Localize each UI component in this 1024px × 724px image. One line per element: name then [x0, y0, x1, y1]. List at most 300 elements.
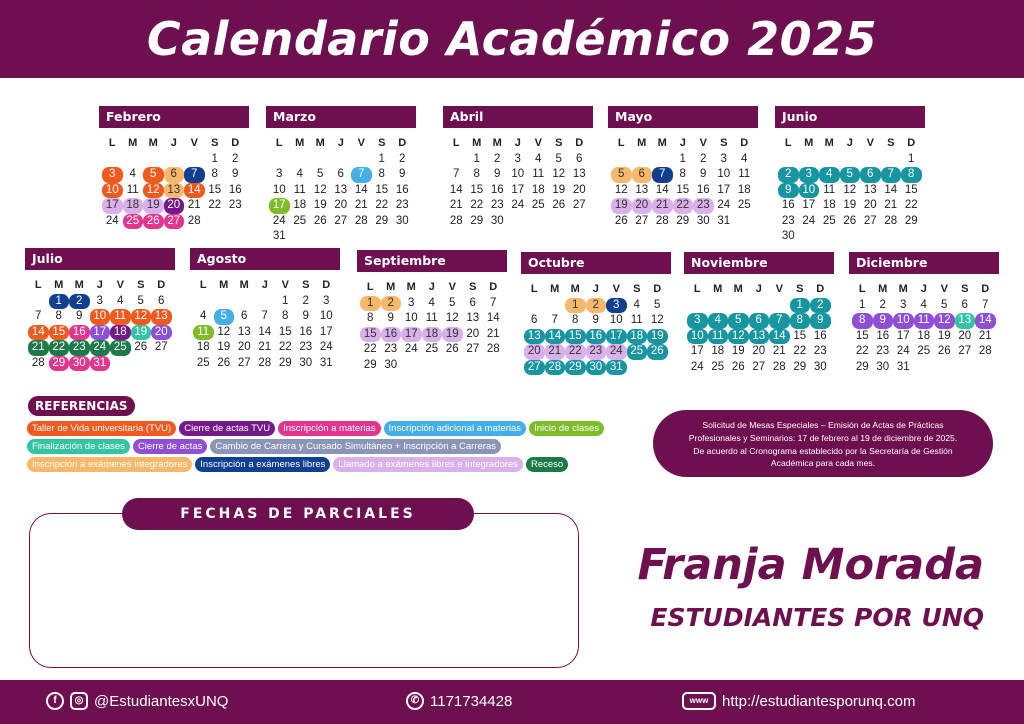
day-cell: 29 — [565, 360, 586, 376]
empty-cell — [28, 294, 49, 310]
weekday-label: M — [386, 281, 396, 293]
day-cell: 26 — [731, 360, 745, 373]
weekday-label: M — [472, 137, 482, 149]
day-cell: 22 — [278, 341, 292, 353]
day-cell: 30 — [69, 356, 90, 372]
day-cell: 7 — [35, 310, 42, 322]
weekday-label: M — [219, 279, 229, 291]
day-cell: 14 — [884, 183, 898, 196]
day-cell: 2 — [586, 298, 607, 314]
day-cell: 3 — [900, 298, 907, 311]
day-cell: 9 — [873, 313, 894, 329]
day-cell: 24 — [802, 214, 816, 227]
weekday-label: M — [550, 283, 560, 295]
day-cell: 4 — [535, 152, 542, 165]
empty-cell — [914, 360, 935, 376]
month-march — [266, 106, 416, 245]
weekday-label: J — [679, 137, 686, 149]
day-cell: 18 — [293, 199, 307, 211]
day-cell: 11 — [110, 309, 131, 325]
day-cell: 30 — [813, 360, 827, 373]
day-cell: 8 — [55, 310, 62, 322]
day-cell: 1 — [565, 298, 586, 314]
day-cell: 23 — [876, 345, 890, 357]
day-cell: 28 — [884, 214, 898, 227]
day-cell: 14 — [975, 313, 996, 329]
day-cell: 5 — [555, 152, 562, 165]
day-cell: 24 — [90, 340, 111, 356]
whatsapp-icon[interactable]: ✆ — [406, 692, 424, 710]
weekday-label: M — [406, 281, 416, 293]
month-title: Diciembre — [849, 252, 999, 274]
empty-cell — [934, 360, 955, 376]
month-grid — [778, 136, 925, 245]
day-cell: 25 — [110, 340, 131, 356]
day-cell: 29 — [363, 358, 377, 371]
empty-cell — [164, 152, 185, 168]
day-cell: 16 — [381, 327, 402, 343]
month-grid — [524, 282, 671, 375]
day-cell: 25 — [425, 343, 439, 355]
day-cell: 20 — [632, 198, 653, 214]
empty-cell — [331, 152, 352, 168]
weekday-label: D — [575, 137, 584, 149]
month-grid — [28, 278, 175, 371]
day-cell: 12 — [552, 168, 566, 180]
day-cell: 20 — [466, 327, 480, 340]
weekday-label: M — [74, 279, 84, 291]
month-april — [443, 106, 593, 229]
day-cell: 9 — [778, 183, 799, 199]
month-title: Febrero — [99, 106, 249, 128]
day-cell: 29 — [49, 356, 70, 372]
day-cell: 29 — [904, 214, 918, 227]
weekday-label: M — [570, 283, 580, 295]
day-cell: 3 — [799, 167, 820, 183]
day-cell: 27 — [863, 214, 877, 227]
day-cell: 20 — [334, 199, 348, 211]
weekday-label: S — [720, 137, 728, 149]
month-december — [849, 252, 999, 375]
day-cell: 6 — [241, 310, 248, 322]
day-cell: 20 — [237, 341, 251, 353]
day-cell: 9 — [302, 310, 309, 322]
empty-cell — [351, 229, 372, 245]
weekday-label: J — [170, 137, 177, 149]
day-cell: 29 — [793, 360, 807, 373]
day-cell: 23 — [299, 341, 313, 353]
day-cell: 18 — [196, 341, 210, 353]
day-cell: 7 — [982, 298, 989, 311]
day-cell: 6 — [749, 313, 770, 329]
phone-group — [406, 692, 512, 710]
day-cell: 26 — [937, 345, 951, 357]
day-cell: 24 — [319, 341, 333, 353]
day-cell: 25 — [822, 214, 836, 227]
month-title: Julio — [25, 248, 175, 270]
day-cell: 7 — [184, 167, 205, 183]
month-title: Abril — [443, 106, 593, 128]
day-cell: 19 — [843, 199, 857, 211]
weekday-label: V — [357, 137, 365, 149]
day-cell: 30 — [299, 356, 313, 369]
weekday-label: M — [239, 279, 249, 291]
day-cell: 23 — [228, 199, 242, 211]
day-cell: 13 — [151, 309, 172, 325]
weekday-label: L — [858, 283, 866, 295]
month-grid — [360, 280, 507, 373]
weekday-label: S — [137, 279, 145, 291]
day-cell: 1 — [211, 152, 218, 165]
day-cell: 18 — [123, 198, 144, 214]
day-cell: 2 — [879, 298, 886, 311]
reference-tag: Finalización de clases — [27, 439, 130, 454]
empty-cell — [110, 356, 131, 372]
day-cell: 28 — [449, 214, 463, 227]
empty-cell — [632, 152, 653, 168]
day-cell: 31 — [606, 360, 627, 376]
day-cell: 16 — [299, 325, 313, 338]
day-cell: 18 — [110, 325, 131, 341]
day-cell: 29 — [375, 214, 389, 227]
day-cell: 17 — [511, 183, 525, 196]
day-cell: 29 — [470, 214, 484, 227]
day-cell: 1 — [473, 152, 480, 165]
day-cell: 6 — [576, 152, 583, 165]
day-cell: 10 — [717, 168, 731, 180]
day-cell: 10 — [609, 314, 623, 326]
weekday-label: L — [366, 281, 374, 293]
day-cell: 5 — [728, 313, 749, 329]
day-cell: 4 — [819, 167, 840, 183]
day-cell: 12 — [143, 183, 164, 199]
day-cell: 15 — [375, 183, 389, 196]
day-cell: 11 — [193, 325, 214, 341]
weekday-label: L — [275, 137, 283, 149]
day-cell: 7 — [551, 314, 558, 326]
day-cell: 28 — [978, 345, 992, 357]
page-title: Calendario Académico 2025 — [146, 12, 878, 66]
month-title: Noviembre — [684, 252, 834, 274]
day-cell: 18 — [917, 329, 931, 342]
reference-tag: Inscripción a exámenes libres — [195, 457, 330, 472]
weekday-label: V — [281, 279, 289, 291]
day-cell: 5 — [137, 294, 144, 307]
day-cell: 21 — [449, 199, 463, 211]
weekday-label: S — [302, 279, 310, 291]
day-cell: 21 — [187, 199, 201, 211]
day-cell: 26 — [445, 343, 459, 355]
day-cell: 5 — [611, 167, 632, 183]
special-exams-note: Solicitud de Mesas Especiales – Emisión de Actas de Prácticas Profesionales y Seminarios: 17 de febrero al 19 de diciembre de 2025. De acuerdo al Cronograma establecido por la Secretaría de Gestión Académica para cada mes. — [653, 410, 993, 477]
day-cell: 9 — [232, 168, 239, 180]
weekday-label: M — [492, 137, 502, 149]
day-cell: 19 — [131, 325, 152, 341]
empty-cell — [734, 214, 755, 230]
day-cell: 7 — [490, 296, 497, 309]
phone-number[interactable]: 1171734428 — [430, 692, 513, 710]
day-cell: 30 — [781, 230, 795, 242]
weekday-label: D — [653, 283, 662, 295]
day-cell: 26 — [647, 344, 668, 360]
weekday-label: L — [693, 283, 701, 295]
weekday-label: V — [116, 279, 124, 291]
day-cell: 22 — [855, 345, 869, 357]
day-cell: 13 — [237, 325, 251, 338]
day-cell: 4 — [296, 168, 303, 180]
weekday-label: S — [887, 137, 895, 149]
day-cell: 2 — [810, 298, 831, 314]
day-cell: 19 — [217, 341, 231, 353]
day-cell: 12 — [843, 183, 857, 196]
day-cell: 6 — [164, 167, 185, 183]
month-title: Octubre — [521, 252, 671, 274]
day-cell: 16 — [228, 183, 242, 196]
empty-cell — [392, 229, 413, 245]
day-cell: 11 — [914, 313, 935, 329]
day-cell: 4 — [117, 294, 124, 307]
month-title: Marzo — [266, 106, 416, 128]
day-cell: 3 — [323, 294, 330, 307]
day-cell: 12 — [217, 325, 231, 338]
empty-cell — [708, 298, 729, 314]
weekday-label: S — [555, 137, 563, 149]
day-cell: 2 — [69, 294, 90, 310]
day-cell: 27 — [237, 356, 251, 369]
day-cell: 20 — [164, 198, 185, 214]
day-cell: 12 — [313, 183, 327, 196]
day-cell: 18 — [531, 183, 545, 196]
month-august — [190, 248, 340, 371]
empty-cell — [860, 152, 881, 168]
empty-cell — [508, 214, 529, 230]
weekday-label: S — [378, 137, 386, 149]
day-cell: 15 — [565, 329, 586, 345]
day-cell: 14 — [258, 325, 272, 338]
day-cell: 5 — [143, 167, 164, 183]
empty-cell — [225, 214, 246, 230]
day-cell: 13 — [955, 313, 976, 329]
day-cell: 16 — [395, 183, 409, 196]
day-cell: 7 — [261, 310, 268, 322]
weekday-label: S — [961, 283, 969, 295]
day-cell: 3 — [276, 168, 283, 180]
day-cell: 25 — [711, 360, 725, 373]
empty-cell — [549, 214, 570, 230]
reference-tag: Inscripción a materias — [278, 421, 380, 436]
day-cell: 30 — [490, 214, 504, 227]
day-cell: 6 — [961, 298, 968, 311]
weekday-label: J — [261, 279, 268, 291]
day-cell: 21 — [772, 345, 786, 357]
day-cell: 6 — [158, 294, 165, 307]
day-cell: 13 — [524, 329, 545, 345]
empty-cell — [687, 298, 708, 314]
day-cell: 20 — [524, 344, 545, 360]
reference-tag: Cierre de actas — [133, 439, 207, 454]
day-cell: 6 — [337, 168, 344, 180]
day-cell: 5 — [214, 309, 235, 325]
empty-cell — [881, 229, 902, 245]
day-cell: 27 — [958, 345, 972, 357]
day-cell: 11 — [630, 314, 643, 326]
instagram-icon[interactable]: ◎ — [70, 692, 88, 710]
day-cell: 25 — [917, 345, 931, 357]
day-cell: 14 — [354, 183, 368, 196]
day-cell: 11 — [532, 168, 545, 180]
weekday-label: M — [824, 137, 834, 149]
weekday-label: J — [337, 137, 344, 149]
reference-tag: Inicio de clases — [529, 421, 604, 436]
empty-cell — [901, 229, 922, 245]
day-cell: 8 — [790, 313, 811, 329]
empty-cell — [652, 152, 673, 168]
parciales-box[interactable] — [29, 513, 579, 668]
month-grid — [611, 136, 758, 229]
empty-cell — [205, 214, 226, 230]
weekday-label: D — [907, 137, 916, 149]
day-cell: 21 — [258, 341, 272, 353]
facebook-icon[interactable]: f — [46, 692, 64, 710]
weekday-label: M — [148, 137, 158, 149]
brand-name: Franja Morada — [637, 540, 984, 590]
day-cell: 12 — [650, 314, 664, 326]
day-cell: 26 — [843, 214, 857, 227]
weekday-label: J — [920, 283, 927, 295]
day-cell: 19 — [143, 198, 164, 214]
day-cell: 22 — [363, 343, 377, 355]
day-cell: 24 — [690, 360, 704, 373]
day-cell: 13 — [572, 168, 586, 180]
day-cell: 12 — [445, 312, 459, 324]
empty-cell — [310, 229, 331, 245]
day-cell: 15 — [360, 327, 381, 343]
day-cell: 24 — [404, 343, 418, 355]
day-cell: 2 — [494, 152, 501, 165]
day-cell: 5 — [941, 298, 948, 311]
day-cell: 8 — [572, 314, 579, 326]
day-cell: 7 — [453, 168, 460, 180]
day-cell: 17 — [717, 183, 731, 196]
empty-cell — [955, 360, 976, 376]
empty-cell — [647, 360, 668, 376]
weekday-label: V — [612, 283, 620, 295]
empty-cell — [728, 298, 749, 314]
day-cell: 3 — [514, 152, 521, 165]
day-cell: 9 — [399, 168, 406, 180]
weekday-label: M — [713, 283, 723, 295]
month-june — [775, 106, 925, 245]
day-cell: 12 — [728, 329, 749, 345]
day-cell: 9 — [810, 313, 831, 329]
empty-cell — [446, 152, 467, 168]
weekday-label: V — [448, 281, 456, 293]
weekday-label: M — [898, 283, 908, 295]
day-cell: 7 — [652, 167, 673, 183]
weekday-label: M — [878, 283, 888, 295]
day-cell: 8 — [367, 312, 374, 324]
day-cell: 19 — [937, 329, 951, 342]
day-cell: 10 — [404, 312, 418, 324]
day-cell: 14 — [769, 329, 790, 345]
day-cell: 1 — [859, 298, 866, 311]
day-cell: 15 — [208, 183, 222, 196]
day-cell: 24 — [511, 199, 525, 211]
day-cell: 1 — [679, 152, 686, 165]
weekday-label: M — [733, 283, 743, 295]
day-cell: 24 — [717, 199, 731, 211]
www-icon[interactable]: www — [682, 692, 716, 710]
references-title: REFERENCIAS — [28, 396, 135, 416]
day-cell: 25 — [196, 356, 210, 369]
month-title: Junio — [775, 106, 925, 128]
empty-cell — [422, 358, 443, 374]
day-cell: 17 — [102, 198, 123, 214]
day-cell: 11 — [293, 183, 306, 196]
day-cell: 24 — [606, 344, 627, 360]
day-cell: 20 — [958, 329, 972, 342]
brand-subtitle: ESTUDIANTES POR UNQ — [650, 603, 984, 632]
day-cell: 14 — [655, 183, 669, 196]
day-cell: 31 — [272, 230, 286, 242]
empty-cell — [778, 152, 799, 168]
day-cell: 21 — [486, 327, 500, 340]
day-cell: 29 — [278, 356, 292, 369]
day-cell: 26 — [552, 199, 566, 211]
day-cell: 16 — [876, 329, 890, 342]
month-september — [357, 250, 507, 373]
day-cell: 17 — [896, 329, 910, 342]
empty-cell — [255, 294, 276, 310]
weekday-label: L — [530, 283, 538, 295]
empty-cell — [860, 229, 881, 245]
social-group — [46, 692, 228, 710]
day-cell: 22 — [49, 340, 70, 356]
month-february — [99, 106, 249, 229]
empty-cell — [749, 298, 770, 314]
weekday-label: L — [784, 137, 792, 149]
day-cell: 22 — [673, 198, 694, 214]
header-banner — [0, 0, 1024, 78]
empty-cell — [545, 298, 566, 314]
day-cell: 1 — [790, 298, 811, 314]
month-october — [521, 252, 671, 375]
day-cell: 24 — [105, 214, 119, 227]
weekday-label: V — [699, 137, 707, 149]
empty-cell — [401, 358, 422, 374]
website-link[interactable]: http://estudiantesporunq.com — [722, 692, 916, 710]
day-cell: 15 — [904, 183, 918, 196]
day-cell: 27 — [572, 199, 586, 211]
month-grid — [852, 282, 999, 375]
social-handle[interactable]: @EstudiantesxUNQ — [94, 692, 229, 710]
empty-cell — [819, 152, 840, 168]
empty-cell — [331, 229, 352, 245]
day-cell: 17 — [401, 327, 422, 343]
weekday-label: J — [514, 137, 521, 149]
day-cell: 6 — [632, 167, 653, 183]
weekday-label: V — [190, 137, 198, 149]
day-cell: 4 — [129, 168, 136, 180]
weekday-label: D — [231, 137, 240, 149]
month-title: Mayo — [608, 106, 758, 128]
day-cell: 27 — [466, 343, 480, 355]
day-cell: 9 — [76, 310, 83, 322]
weekday-label: D — [740, 137, 749, 149]
empty-cell — [151, 356, 172, 372]
day-cell: 12 — [934, 313, 955, 329]
day-cell: 11 — [708, 329, 729, 345]
